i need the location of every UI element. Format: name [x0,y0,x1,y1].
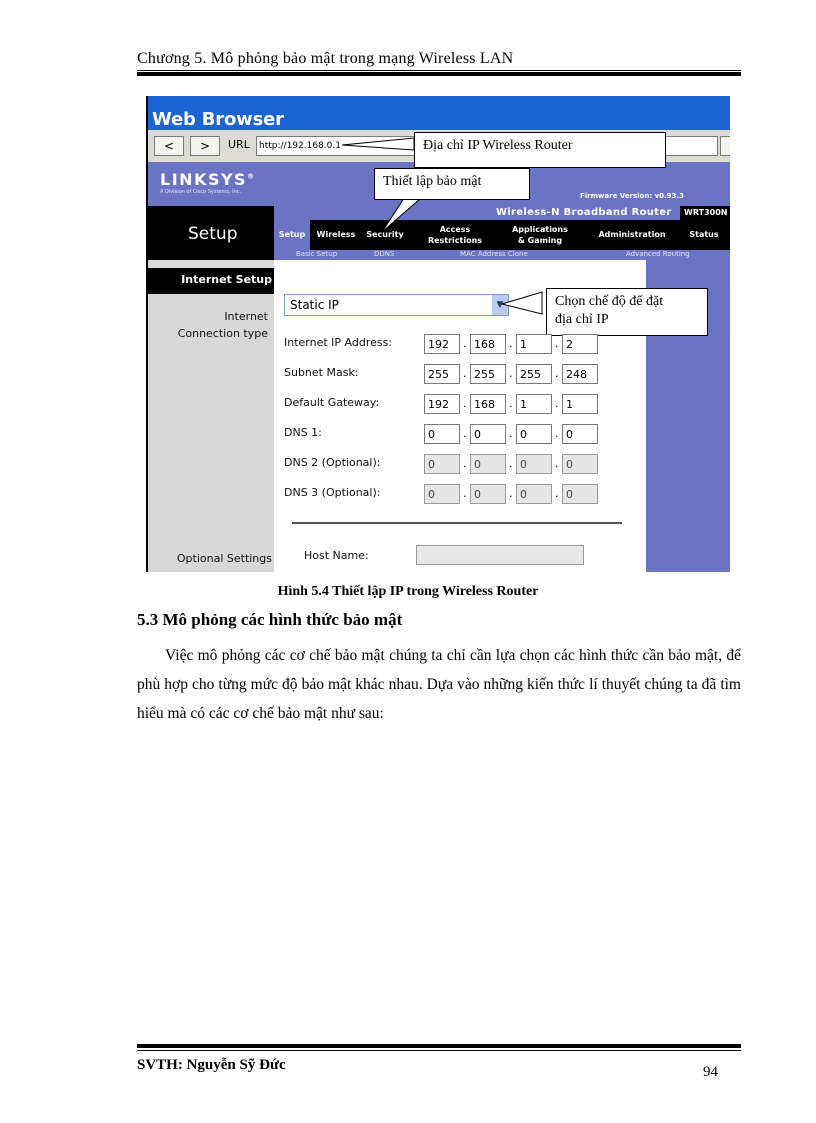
ip-separator: . [463,487,467,500]
field-label: DNS 2 (Optional): [284,456,381,469]
ip-separator: . [463,367,467,380]
footer-rule [137,1050,741,1051]
callout-security: Thiết lập bảo mật [374,168,530,200]
host-name-label: Host Name: [304,549,369,562]
section-heading: 5.3 Mô phỏng các hình thức bảo mật [137,610,403,629]
header-rule-thick [137,72,741,76]
ip-octet-input[interactable]: 0 [470,424,506,444]
field-label: Subnet Mask: [284,366,359,379]
url-input[interactable]: http://192.168.0.1 [256,136,718,156]
page-header-title: Chương 5. Mô phỏng bảo mật trong mạng Wireless LAN [137,50,514,67]
ip-octet-input[interactable]: 1 [516,394,552,414]
ip-octet-input[interactable]: 0 [516,424,552,444]
linksys-logo: LINKSYS® [160,170,256,189]
ip-octet-input: 0 [562,484,598,504]
ip-separator: . [509,367,513,380]
internet-setup-title: Internet Setup [148,268,274,294]
firmware-version: Firmware Version: v0.93.3 [580,192,684,200]
ip-octet-input: 0 [424,454,460,474]
ip-octet-input[interactable]: 248 [562,364,598,384]
ip-separator: . [509,457,513,470]
ip-octet-input: 0 [470,484,506,504]
ip-separator: . [463,337,467,350]
field-label: Internet IP Address: [284,336,393,349]
router-screenshot-figure [146,96,730,572]
figure-caption: Hình 5.4 Thiết lập IP trong Wireless Router [277,584,539,599]
ip-separator: . [463,397,467,410]
ip-separator: . [555,487,559,500]
ip-octet-input[interactable]: 255 [424,364,460,384]
ip-octet-input[interactable]: 255 [470,364,506,384]
ip-octet-input[interactable]: 0 [562,424,598,444]
url-label: URL [228,138,250,151]
nav-tab-setup[interactable]: Setup [274,220,310,250]
section-label: Setup [188,224,238,244]
ip-octet-input: 0 [562,454,598,474]
ip-separator: . [555,337,559,350]
header-rule [137,70,741,71]
nav-tab-access-restrictions[interactable]: Access Restrictions [427,225,483,245]
product-name: Wireless-N Broadband Router [496,207,672,218]
ip-octet-input[interactable]: 168 [470,334,506,354]
nav-tab-wireless[interactable]: Wireless [316,230,356,239]
ip-separator: . [555,457,559,470]
callout-mode: Chọn chế độ để đặt địa chỉ IP [546,288,708,336]
connection-type-value: Static IP [290,298,339,312]
field-label: DNS 3 (Optional): [284,486,381,499]
ip-octet-input[interactable]: 1 [516,334,552,354]
subnav-mac-address-clone[interactable]: MAC Address Clone [460,250,528,258]
ip-separator: . [509,487,513,500]
nav-tab-applications-gaming[interactable]: Applications & Gaming [512,225,568,245]
ip-octet-input: 0 [516,484,552,504]
nav-tab-security[interactable]: Security [366,230,404,239]
body-paragraph: Việc mô phỏng các cơ chế bảo mật chúng ta chỉ cần lựa chọn các hình thức cần bảo mật, để phù hợp cho từng mức độ bảo mật khác nhau. Dựa vào những kiến thức lí thuyết chúng ta đã tìm hiểu mà có các cơ chế bảo mật như sau: [137,647,741,722]
callout-router-ip: Địa chỉ IP Wireless Router [414,132,666,168]
ip-separator: . [509,337,513,350]
footer-rule-thick [137,1044,741,1048]
ip-separator: . [555,367,559,380]
ip-octet-input[interactable]: 192 [424,394,460,414]
nav-tab-status[interactable]: Status [689,230,719,239]
nav-tab-administration[interactable]: Administration [598,230,666,239]
ip-separator: . [555,427,559,440]
back-button[interactable]: < [154,136,184,156]
connection-type-label: Internet Connection type [177,310,268,340]
footer-author: SVTH: Nguyễn Sỹ Đức [137,1057,286,1073]
field-label: DNS 1: [284,426,322,439]
ip-octet-input[interactable]: 168 [470,394,506,414]
browser-title: Web Browser [152,109,284,130]
optional-settings-label: Optional Settings [176,552,272,565]
ip-octet-input: 0 [470,454,506,474]
ip-separator: . [509,397,513,410]
ip-octet-input[interactable]: 255 [516,364,552,384]
ip-octet-input: 0 [424,484,460,504]
ip-octet-input[interactable]: 2 [562,334,598,354]
model-name: WRT300N [680,206,730,220]
ip-separator: . [463,427,467,440]
subnav-basic-setup[interactable]: Basic Setup [296,250,338,258]
page-number: 94 [703,1064,718,1080]
ip-separator: . [509,427,513,440]
forward-button[interactable]: > [190,136,220,156]
chevron-down-icon[interactable]: ▼ [492,295,508,315]
ip-separator: . [463,457,467,470]
linksys-logo-subtitle: A Division of Cisco Systems, Inc. [160,189,242,195]
field-label: Default Gateway: [284,396,380,409]
ip-octet-input: 0 [516,454,552,474]
subnav-ddns[interactable]: DDNS [374,250,395,258]
ip-octet-input[interactable]: 192 [424,334,460,354]
ip-octet-input[interactable]: 1 [562,394,598,414]
ip-octet-input[interactable]: 0 [424,424,460,444]
subnav-advanced-routing[interactable]: Advanced Routing [626,250,690,258]
ip-separator: . [555,397,559,410]
